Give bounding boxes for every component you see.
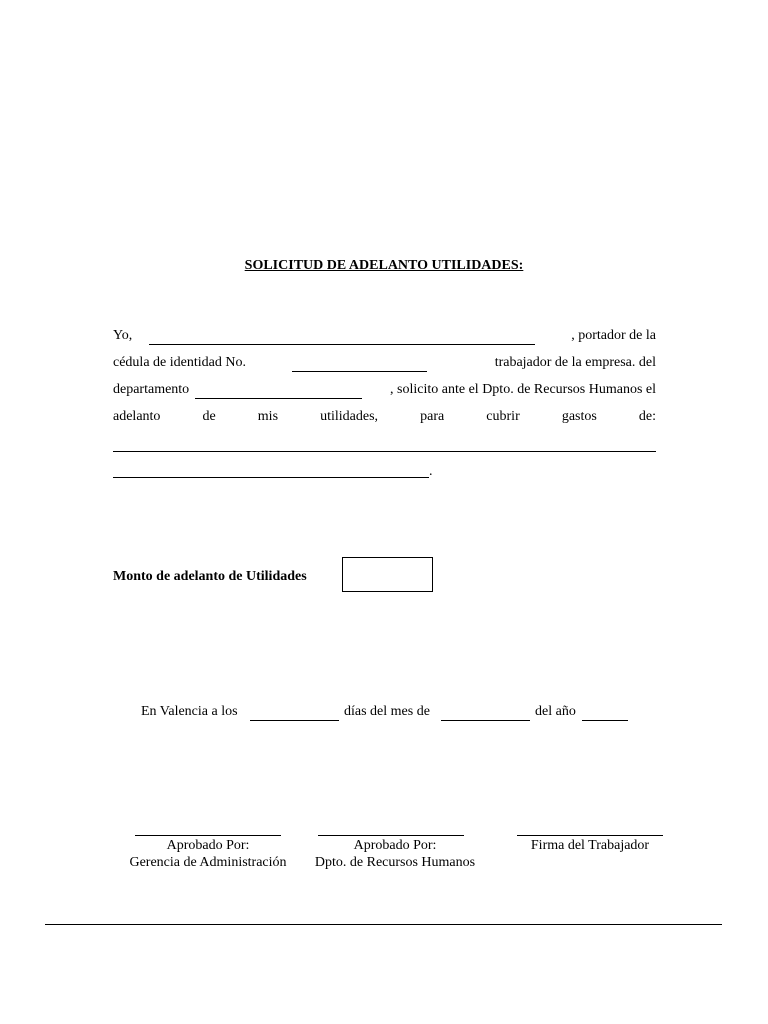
- expenses-field-line-2[interactable]: [113, 477, 429, 478]
- paragraph-line-4: [113, 409, 656, 436]
- amount-label: Monto de adelanto de Utilidades: [113, 569, 307, 584]
- footer-divider: [45, 924, 722, 925]
- text-trabajador: trabajador de la empresa. del: [494, 355, 656, 370]
- name-field[interactable]: [149, 344, 535, 345]
- word: cubrir: [486, 409, 520, 424]
- signature-line-rrhh[interactable]: [318, 835, 464, 836]
- word: mis: [257, 409, 279, 424]
- day-field[interactable]: [250, 720, 339, 721]
- signature-caption: Firma del Trabajador: [530, 838, 650, 853]
- word: adelanto: [113, 409, 161, 424]
- signature-block-trabajador: [480, 837, 700, 854]
- word: de: [202, 409, 216, 424]
- text-departamento: departamento: [113, 382, 190, 397]
- expenses-field-line-1[interactable]: [113, 451, 656, 452]
- paragraph-line-2: [113, 355, 656, 382]
- signature-line-trabajador[interactable]: [517, 835, 663, 836]
- signature-department: Dpto. de Recursos Humanos: [314, 855, 476, 870]
- department-field[interactable]: [195, 398, 362, 399]
- signature-line-administracion[interactable]: [135, 835, 281, 836]
- month-field[interactable]: [441, 720, 530, 721]
- date-mid2: del año: [535, 704, 576, 719]
- id-number-field[interactable]: [292, 371, 427, 372]
- text-cedula: cédula de identidad No.: [113, 355, 246, 370]
- year-field[interactable]: [582, 720, 628, 721]
- signature-caption: Aprobado Por:: [353, 838, 437, 853]
- signature-department: Gerencia de Administración: [129, 855, 287, 870]
- word: gastos: [561, 409, 597, 424]
- word: utilidades,: [320, 409, 379, 424]
- date-prefix: En Valencia a los: [141, 704, 238, 719]
- word: para: [420, 409, 445, 424]
- document-title: SOLICITUD DE ADELANTO UTILIDADES:: [244, 258, 524, 273]
- text-solicito: , solicito ante el Dpto. de Recursos Humanos el: [390, 382, 656, 397]
- word: de:: [638, 409, 656, 424]
- signature-caption: Aprobado Por:: [166, 838, 250, 853]
- paragraph-line-3: [113, 382, 656, 409]
- text-period: .: [429, 464, 433, 479]
- date-mid1: días del mes de: [344, 704, 430, 719]
- text-yo: Yo,: [113, 328, 133, 343]
- paragraph-line-1: [113, 328, 656, 355]
- amount-input-box[interactable]: [342, 557, 433, 592]
- signature-block-rrhh: [285, 837, 505, 871]
- text-portador: , portador de la: [571, 328, 656, 343]
